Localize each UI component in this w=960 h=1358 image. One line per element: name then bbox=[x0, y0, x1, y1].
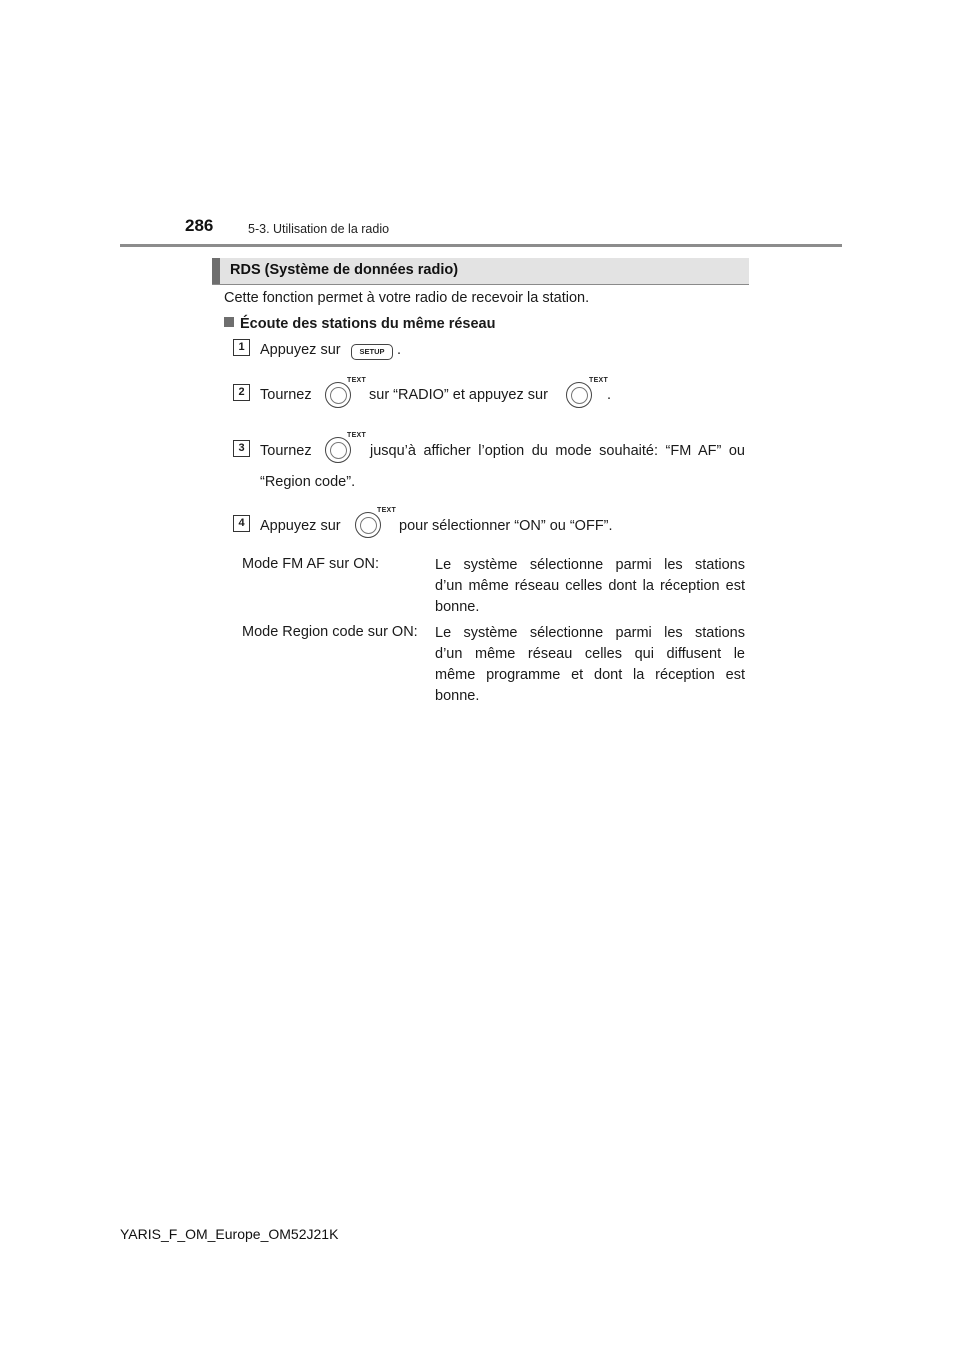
step-2-text-a: Tournez bbox=[260, 387, 312, 403]
intro-paragraph: Cette fonction permet à votre radio de recevoir la station. bbox=[224, 290, 590, 306]
subsection-heading bbox=[224, 316, 495, 332]
description-line: Le système sélectionne parmi les stations bbox=[435, 625, 745, 641]
step-1-text: Appuyez sur bbox=[260, 342, 341, 358]
step-3-text-a: Tournez bbox=[260, 443, 312, 459]
tune-knob-icon bbox=[566, 382, 592, 408]
step-number-1: 1 bbox=[233, 339, 250, 356]
knob-text-label: TEXT bbox=[377, 507, 397, 514]
step-3-text-c: “Region code”. bbox=[260, 474, 356, 490]
description-line: d’un même réseau celles dont la réception est bbox=[435, 578, 745, 594]
section-heading: RDS (Système de données radio) bbox=[230, 262, 459, 278]
step-number-2: 2 bbox=[233, 384, 250, 401]
mode-fm-af-label: Mode FM AF sur ON: bbox=[242, 556, 379, 572]
section-title: 5-3. Utilisation de la radio bbox=[248, 222, 390, 236]
subsection-heading-text: Écoute des stations du même réseau bbox=[240, 316, 496, 332]
tune-knob-icon bbox=[325, 382, 351, 408]
enter-knob-icon bbox=[355, 512, 381, 538]
step-4-text-a: Appuyez sur bbox=[260, 518, 341, 534]
setup-button-icon: SETUP bbox=[351, 344, 393, 360]
description-line: d’un même réseau celles qui diffusent le bbox=[435, 646, 745, 662]
step-1-period: . bbox=[397, 342, 402, 358]
step-2-period: . bbox=[607, 387, 612, 403]
square-bullet-icon bbox=[224, 317, 234, 327]
header-divider bbox=[120, 244, 842, 247]
step-4-text-b: pour sélectionner “ON” ou “OFF”. bbox=[399, 518, 613, 534]
knob-text-label: TEXT bbox=[589, 377, 609, 384]
knob-text-label: TEXT bbox=[347, 377, 367, 384]
step-2-text-b: sur “RADIO” et appuyez sur bbox=[369, 387, 548, 403]
mode-region-code-label: Mode Region code sur ON: bbox=[242, 624, 418, 640]
section-heading-bar bbox=[212, 258, 749, 285]
step-number-3: 3 bbox=[233, 440, 250, 457]
mode-fm-af-description bbox=[435, 555, 745, 618]
step-number-4: 4 bbox=[233, 515, 250, 532]
description-line: même programme et dont la réception est bbox=[435, 667, 745, 683]
page-number: 286 bbox=[185, 216, 214, 235]
heading-accent bbox=[212, 258, 220, 284]
description-line: bonne. bbox=[435, 688, 480, 704]
tune-knob-icon bbox=[325, 437, 351, 463]
step-3-text-b: jusqu’à afficher l’option du mode souhaité: “FM AF” ou bbox=[370, 443, 745, 459]
document-id: YARIS_F_OM_Europe_OM52J21K bbox=[120, 1226, 339, 1242]
mode-region-code-description bbox=[435, 623, 745, 707]
knob-text-label: TEXT bbox=[347, 432, 367, 439]
description-line: Le système sélectionne parmi les stations bbox=[435, 557, 745, 573]
description-line: bonne. bbox=[435, 599, 480, 615]
